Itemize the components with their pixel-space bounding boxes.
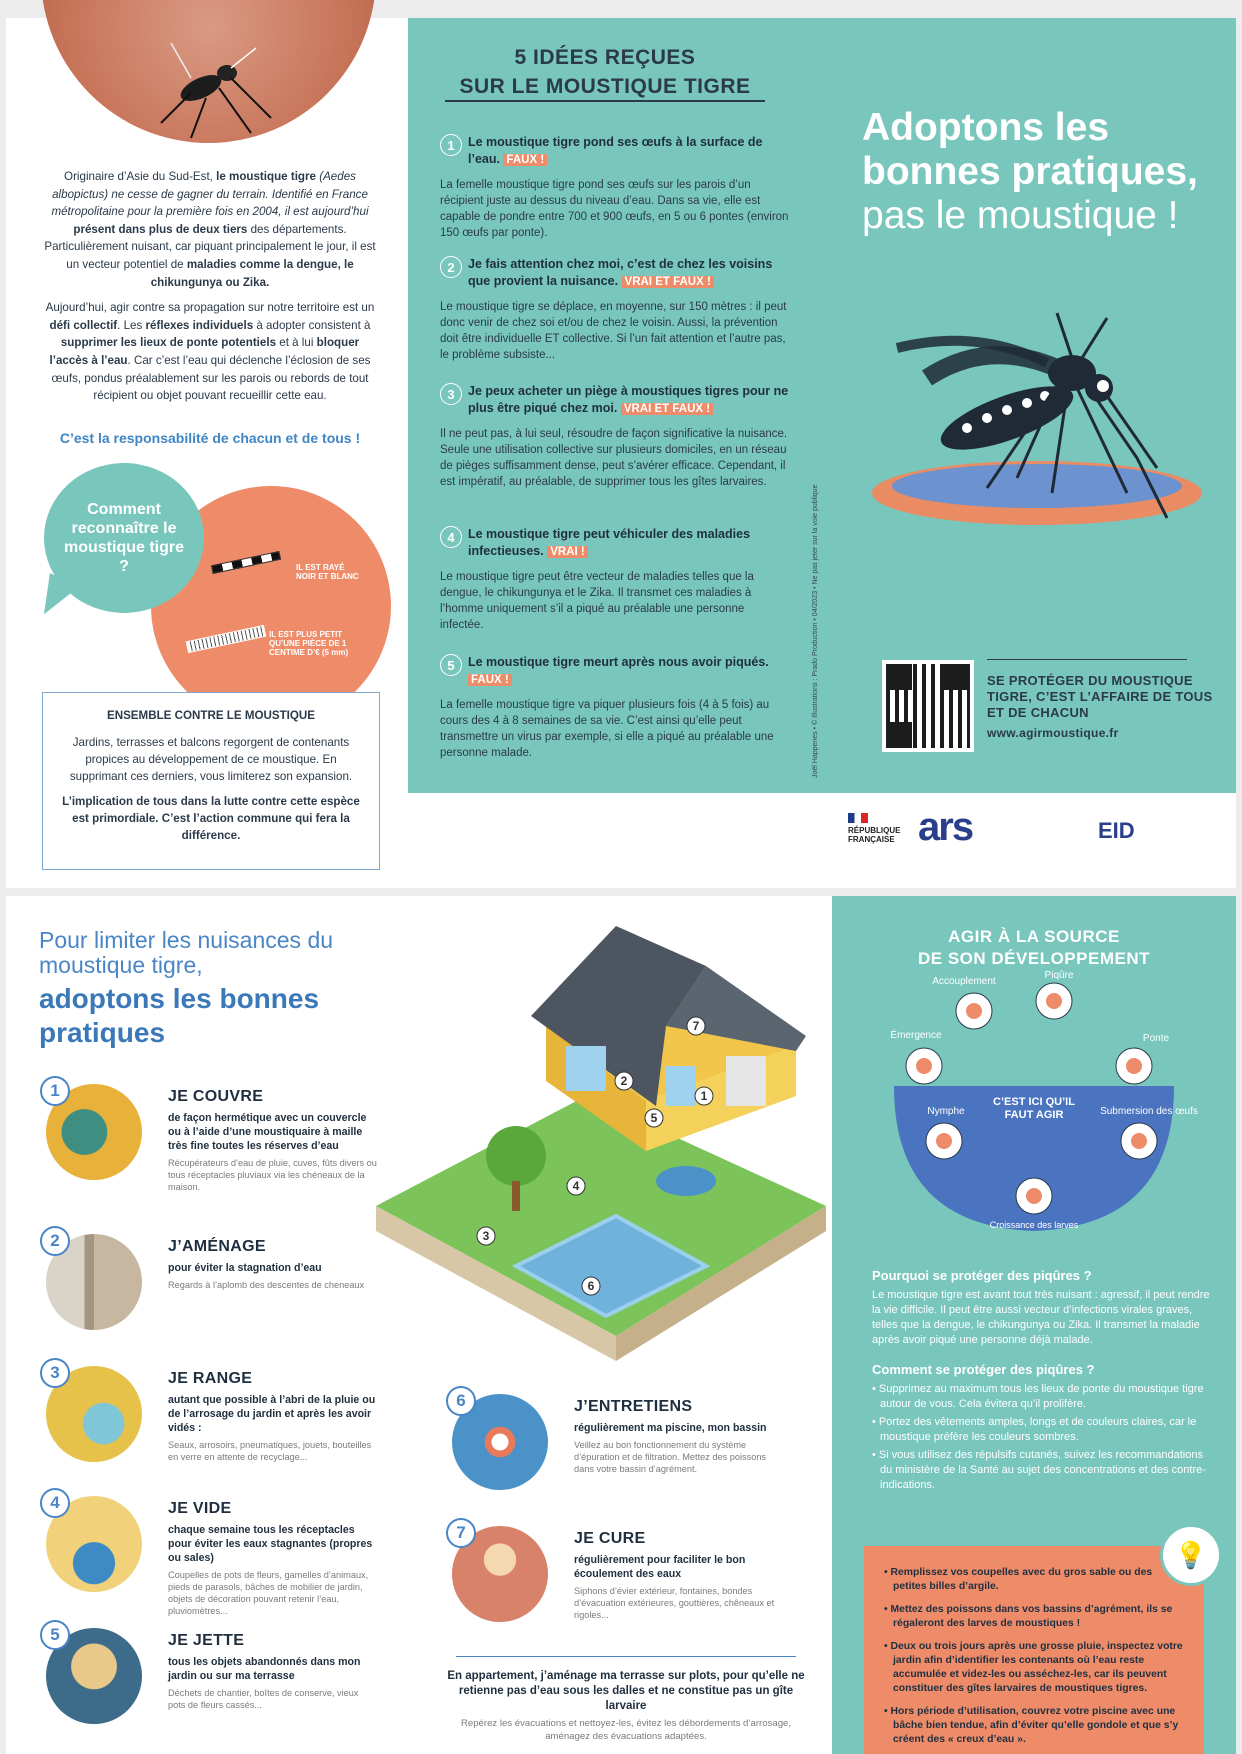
ars-logo: ars xyxy=(918,805,973,849)
practice-1 xyxy=(40,1076,377,1192)
stage-nymphe: Nymphe xyxy=(927,1106,965,1117)
tip-item: • Remplissez vos coupelles avec du gros sable ou des petites billes d’argile. xyxy=(884,1567,1153,1592)
list-item: • Portez des vêtements amples, longs et de couleurs claires, car le moustique préfère les couleurs sombres. xyxy=(872,1416,1197,1443)
panel-good-practices xyxy=(6,896,832,1754)
practice-number: 3 xyxy=(40,1358,70,1388)
recognition-question: Comment reconnaître le moustique tigre ? xyxy=(64,501,185,575)
idea-description: Le moustique tigre se déplace, en moyenne, sur 150 mètres : il peut donc venir de chez soi et/ou de chez le voisin. Aussi, la prévention doit être individuelle ET collective. Si l’un fait attention et l’autre pas, le problème subsiste... xyxy=(440,301,787,361)
practice-title: JE JETTE xyxy=(168,1632,245,1649)
verdict-badge: FAUX ! xyxy=(468,674,512,686)
list-item: • Si vous utilisez des répulsifs cutanés, suivez les recommandations du ministère de la Santé au sujet des concentrations et des contre-indications. xyxy=(872,1449,1206,1491)
house-marker-2: 2 xyxy=(620,1074,628,1088)
protection-info xyxy=(872,1268,1217,1496)
mosquito-icon xyxy=(41,0,376,143)
lightbulb-icon: 💡 xyxy=(1160,1524,1222,1586)
practice-examples: Coupelles de pots de fleurs, gamelles d’animaux, pieds de parasols, bâches de mobilier de jardin, objets de décoration pouvant retenir l’eau, pluviomètres... xyxy=(168,1570,369,1616)
idea-description: La femelle moustique tigre pond ses œufs sur les parois d’un récipient juste au dessus du niveau d’eau. Dans sa vie, elle est capable de pondre entre 700 et 900 œufs, en 5 ou 6 pontes (environ 150 œufs par ponte). xyxy=(440,179,789,239)
idea-number: 5 xyxy=(440,654,462,676)
slogan-text: SE PROTÉGER DU MOUSTIQUE TIGRE, C’EST L’AFFAIRE DE TOUS ET DE CHACUN xyxy=(987,673,1213,720)
idea-2: 2 Je fais attention chez moi, c’est de chez les voisins que provient la nuisance. VRAI ET FAUX ! Le moustique tigre se déplace, en moyenne, sur 150 mètres : il peut donc venir de chez soi et/ou de chez le voisin. Aussi, la prévention doit être individuelle ET collective. Si l’un fait attention et l’autre pas, le problème subsiste... xyxy=(440,256,790,363)
panel-introduction xyxy=(6,18,406,888)
ensemble-title: ENSEMBLE CONTRE LE MOUSTIQUE xyxy=(106,709,316,722)
idea-number: 1 xyxy=(440,134,462,156)
practice-number: 4 xyxy=(40,1488,70,1518)
recognition-speech-bubble xyxy=(44,463,204,613)
mosquito-life-cycle-diagram xyxy=(884,966,1198,1241)
practice-action: chaque semaine tous les réceptacles pour éviter les eaux stagnantes (propres ou sales) xyxy=(168,1524,373,1564)
house-marker-4: 4 xyxy=(572,1179,580,1193)
stage-piqure: Piqûre xyxy=(1044,970,1074,981)
idea-5: 5 Le moustique tigre meurt après nous avoir piqués. FAUX ! La femelle moustique tigre va piquer plusieurs fois (4 à 5 fois) au cours des 4 à 8 semaines de sa vie. C’est ainsi qu’elle peut transmettre un virus par exemple, si elle a piqué au préalable une personne malade. xyxy=(440,654,790,761)
how-title: Comment se protéger des piqûres ? xyxy=(872,1362,1095,1377)
practices-heading: Pour limiter les nuisances du moustique tigre, adoptons les bonnes pratiques xyxy=(39,927,334,1048)
garden-house-illustration xyxy=(366,906,832,1371)
verdict-badge: VRAI ET FAUX ! xyxy=(621,403,713,415)
list-item: • Supprimez au maximum tous les lieux de ponte du moustique tigre autour de vous. Cela évitera qu’il prolifère. xyxy=(872,1383,1204,1410)
idea-description: Il ne peut pas, à lui seul, résoudre de façon significative la nuisance. Seule une utilisation collective sur plusieurs domiciles, en un réseau de pièges suffisamment dense, peut s’avérer efficace. Cependant, il est impératif, au préalable, de supprimer tous les gîtes larvaires. xyxy=(440,428,788,488)
leaflet-outer-side xyxy=(6,18,1236,888)
practice-action: autant que possible à l’abri de la pluie ou de l’arrosage du jardin et après les avoir vidés : xyxy=(168,1394,376,1434)
practice-6 xyxy=(446,1386,826,1496)
practice-action: régulièrement pour faciliter le bon écoulement des eaux xyxy=(574,1554,746,1580)
practice-title: JE RANGE xyxy=(168,1370,253,1387)
practice-examples: Regards à l’aplomb des descentes de cheneaux xyxy=(168,1280,365,1290)
republique-francaise-logo: RÉPUBLIQUE FRANÇAISE xyxy=(848,813,908,844)
practice-title: JE VIDE xyxy=(168,1500,232,1517)
idea-number: 4 xyxy=(440,526,462,548)
ideas-title: 5 IDÉES REÇUES SUR LE MOUSTIQUE TIGRE xyxy=(408,44,802,102)
house-marker-6: 6 xyxy=(587,1279,595,1293)
credits-vertical: Joël Happenes • © Illustrations : Prado Production • 04/2023 • Ne pas jeter sur la voie publique xyxy=(812,484,819,778)
stage-ponte: Ponte xyxy=(1142,1033,1170,1044)
practice-examples: Siphons d’évier extérieur, fontaines, bondes d’évacuation extérieures, gouttières, chêneaux et rigoles... xyxy=(574,1586,775,1620)
practice-action: de façon hermétique avec un couvercle ou à l’aide d’une moustiquaire à maille très fine toutes les réserves d’eau xyxy=(168,1112,367,1152)
striped-note: IL EST RAYÉ NOIR ET BLANC xyxy=(296,563,359,581)
protection-slogan xyxy=(987,673,1227,741)
practice-action: régulièrement ma piscine, mon bassin xyxy=(574,1422,767,1434)
idea-number: 3 xyxy=(440,383,462,405)
house-marker-7: 7 xyxy=(692,1019,700,1033)
practice-number: 7 xyxy=(446,1518,476,1548)
practice-title: J’ENTRETIENS xyxy=(574,1398,693,1415)
practice-title: JE COUVRE xyxy=(168,1088,264,1105)
practice-examples: Récupérateurs d’eau de pluie, cuves, fûts divers ou tous réceptacles pluviaux via les chéneaux de la maison. xyxy=(168,1158,377,1192)
tip-item: • Deux ou trois jours après une grosse pluie, inspectez votre jardin afin d’identifier les contenants où l’eau reste accumulée et videz-les ou asséchez-les, car ils peuvent constituer des gîtes larvaires de moustiques tigres. xyxy=(884,1641,1183,1694)
practice-number: 1 xyxy=(40,1076,70,1106)
tips-box xyxy=(864,1546,1204,1754)
idea-3: 3 Je peux acheter un piège à moustiques tigres pour ne plus être piqué chez moi. VRAI ET FAUX ! Il ne peut pas, à lui seul, résoudre de façon significative la nuisance. Seule une utilisation collective sur plusieurs domiciles, en un réseau de pièges suffisamment dense, peut s’avérer efficace. Cependant, il est impératif, au préalable, de supprimer tous les gîtes larvaires. xyxy=(440,384,789,488)
ensemble-text: Jardins, terrasses et balcons regorgent de contenants propices au développement de ce moustique. En supprimant ces derniers, vous limiterez son expansion. xyxy=(69,736,353,783)
how-list xyxy=(872,1382,1217,1493)
panel-cover xyxy=(802,18,1236,793)
panel-act-at-source xyxy=(832,896,1236,1754)
apartment-advice-main: En appartement, j’aménage ma terrasse sur plots, pour qu’elle ne retienne pas d’eau sous les dalles et ne constitue pas un gîte larvaire xyxy=(447,1670,805,1712)
qr-code[interactable] xyxy=(882,660,974,752)
practice-number: 2 xyxy=(40,1226,70,1256)
stage-croissance: Croissance des larves xyxy=(989,1220,1079,1230)
intro-text xyxy=(40,168,380,413)
eid-logo: EID xyxy=(1098,818,1135,843)
practice-7 xyxy=(446,1518,826,1628)
idea-number: 2 xyxy=(440,256,462,278)
practice-title: JE CURE xyxy=(574,1530,646,1547)
why-text: Le moustique tigre est avant tout très nuisant : agressif, il peut rendre la vie difficile. Il peut être aussi vecteur d’infections virales graves, telles que la dengue, le chikungunya ou Zika. Il transmet la maladie après avoir piqué une personne déjà malade. xyxy=(872,1289,1210,1346)
ensemble-highlight: L’implication de tous dans la lutte contre cette espèce est primordiale. C’est l’action commune qui fera la différence. xyxy=(62,795,360,842)
website-link[interactable]: www.agirmoustique.fr xyxy=(987,726,1119,740)
practice-2 xyxy=(40,1226,370,1336)
responsibility-tagline: C’est la responsabilité de chacun et de tous ! xyxy=(59,430,361,446)
verdict-badge: VRAI ! xyxy=(547,546,588,558)
practice-examples: Seaux, arrosoirs, pneumatiques, jouets, bouteilles en verre en attente de recyclage... xyxy=(168,1440,372,1462)
practice-action: pour éviter la stagnation d’eau xyxy=(168,1262,322,1274)
house-marker-5: 5 xyxy=(650,1111,658,1125)
practice-title: J’AMÉNAGE xyxy=(168,1238,266,1255)
tip-item: • Mettez des poissons dans vos bassins d’agrément, ils se régaleront des larves de moustiques ! xyxy=(884,1604,1173,1629)
partners-logos-bar xyxy=(408,793,1236,888)
apartment-advice xyxy=(446,1656,806,1743)
panel-ideas xyxy=(408,18,802,793)
idea-description: Le moustique tigre peut être vecteur de maladies telles que la dengue, le chikungunya et le Zika. Il transmet ces maladies à l’homme uniquement s’il a piqué au préalable une personne infectée. xyxy=(440,571,754,631)
stage-emergence: Émergence xyxy=(890,1030,942,1041)
idea-1: 1 Le moustique tigre pond ses œufs à la surface de l’eau. FAUX ! La femelle moustique tigre pond ses œufs sur les parois d’un récipient juste au dessus du niveau d’eau. Dans sa vie, elle est capable de pondre entre 700 et 900 œufs, en 5 ou 6 pontes (environ 150 œufs par ponte). xyxy=(440,135,789,239)
tiger-mosquito-illustration xyxy=(867,318,1207,568)
mosquito-on-skin-photo xyxy=(41,0,376,143)
ensemble-box xyxy=(42,692,380,870)
stage-submersion: Submersion des œufs xyxy=(1100,1106,1198,1117)
intro-paragraph-2: Aujourd’hui, agir contre sa propagation sur notre territoire est un défi collectif. Les réflexes individuels à adopter consistent à supprimer les lieux de ponte potentiels et à lui bloquer l’accès à l’eau. Car c’est l’eau qui déclenche l’éclosion de ses œufs, pondus préalablement sur les parois ou rebords de tout récipient ou objet pouvant recueillir cette eau. xyxy=(45,301,375,403)
why-title: Pourquoi se protéger des piqûres ? xyxy=(872,1268,1092,1283)
tip-item: • Hors période d’utilisation, couvrez votre piscine avec une bâche bien tendue, afin d’éviter qu’elle gondole et que s’y créent des « creux d’eau ». xyxy=(884,1706,1179,1745)
cycle-center-label: C’EST ICI QU’IL FAUT AGIR xyxy=(993,1096,1075,1121)
size-note: IL EST PLUS PETIT QU’UNE PIÈCE DE 1 CENTIME D’€ (5 mm) xyxy=(269,630,349,657)
practice-3 xyxy=(40,1358,376,1468)
practice-action: tous les objets abandonnés dans mon jardin ou sur ma terrasse xyxy=(168,1656,361,1682)
apartment-advice-detail: Repérez les évacuations et nettoyez-les, évitez les débordements d’arrosage, aménagez des évacuations adaptées. xyxy=(460,1718,792,1742)
act-at-source-title: AGIR À LA SOURCE DE SON DÉVELOPPEMENT xyxy=(918,927,1150,968)
practice-examples: Déchets de chantier, boîtes de conserve, vieux pots de fleurs cassés... xyxy=(168,1688,359,1710)
intro-paragraph-1: Originaire d’Asie du Sud-Est, le moustique tigre (Aedes albopictus) ne cesse de gagner du terrain. Identifié en France métropolitaine pour la première fois en 2004, il est aujourd’hui présent dans plus de deux tiers des départements. Particulièrement nuisant, car piquant principalement le jour, il est un vecteur potentiel de maladies comme la dengue, le chikungunya ou Zika. xyxy=(44,170,376,289)
stage-accouplement: Accouplement xyxy=(932,976,996,987)
verdict-badge: FAUX ! xyxy=(503,154,547,166)
practice-4 xyxy=(40,1488,373,1616)
cover-title: Adoptons les bonnes pratiques, pas le moustique ! xyxy=(862,106,1198,237)
practice-examples: Veillez au bon fonctionnement du système d’épuration et de filtration. Mettez des poissons dans votre bassin d’agrément. xyxy=(574,1440,767,1474)
idea-4: 4 Le moustique tigre peut véhiculer des maladies infectieuses. VRAI ! Le moustique tigre peut être vecteur de maladies telles que la dengue, le chikungunya et le Zika. Il transmet ces maladies à l’homme uniquement s’il a piqué au préalable une personne infectée. xyxy=(440,526,790,633)
idea-description: La femelle moustique tigre va piquer plusieurs fois (4 à 5 fois) au cours des 4 à 8 semaines de sa vie. C’est ainsi qu’elle peut transmettre un virus par exemple, si elle a piqué au préalable une personne malade. xyxy=(440,699,774,759)
practice-number: 5 xyxy=(40,1620,70,1650)
house-marker-1: 1 xyxy=(700,1089,708,1103)
practice-5 xyxy=(40,1620,370,1730)
leaflet-inner-side xyxy=(6,896,1236,1754)
house-marker-3: 3 xyxy=(482,1229,490,1243)
practice-number: 6 xyxy=(446,1386,476,1416)
verdict-badge: VRAI ET FAUX ! xyxy=(622,276,714,288)
